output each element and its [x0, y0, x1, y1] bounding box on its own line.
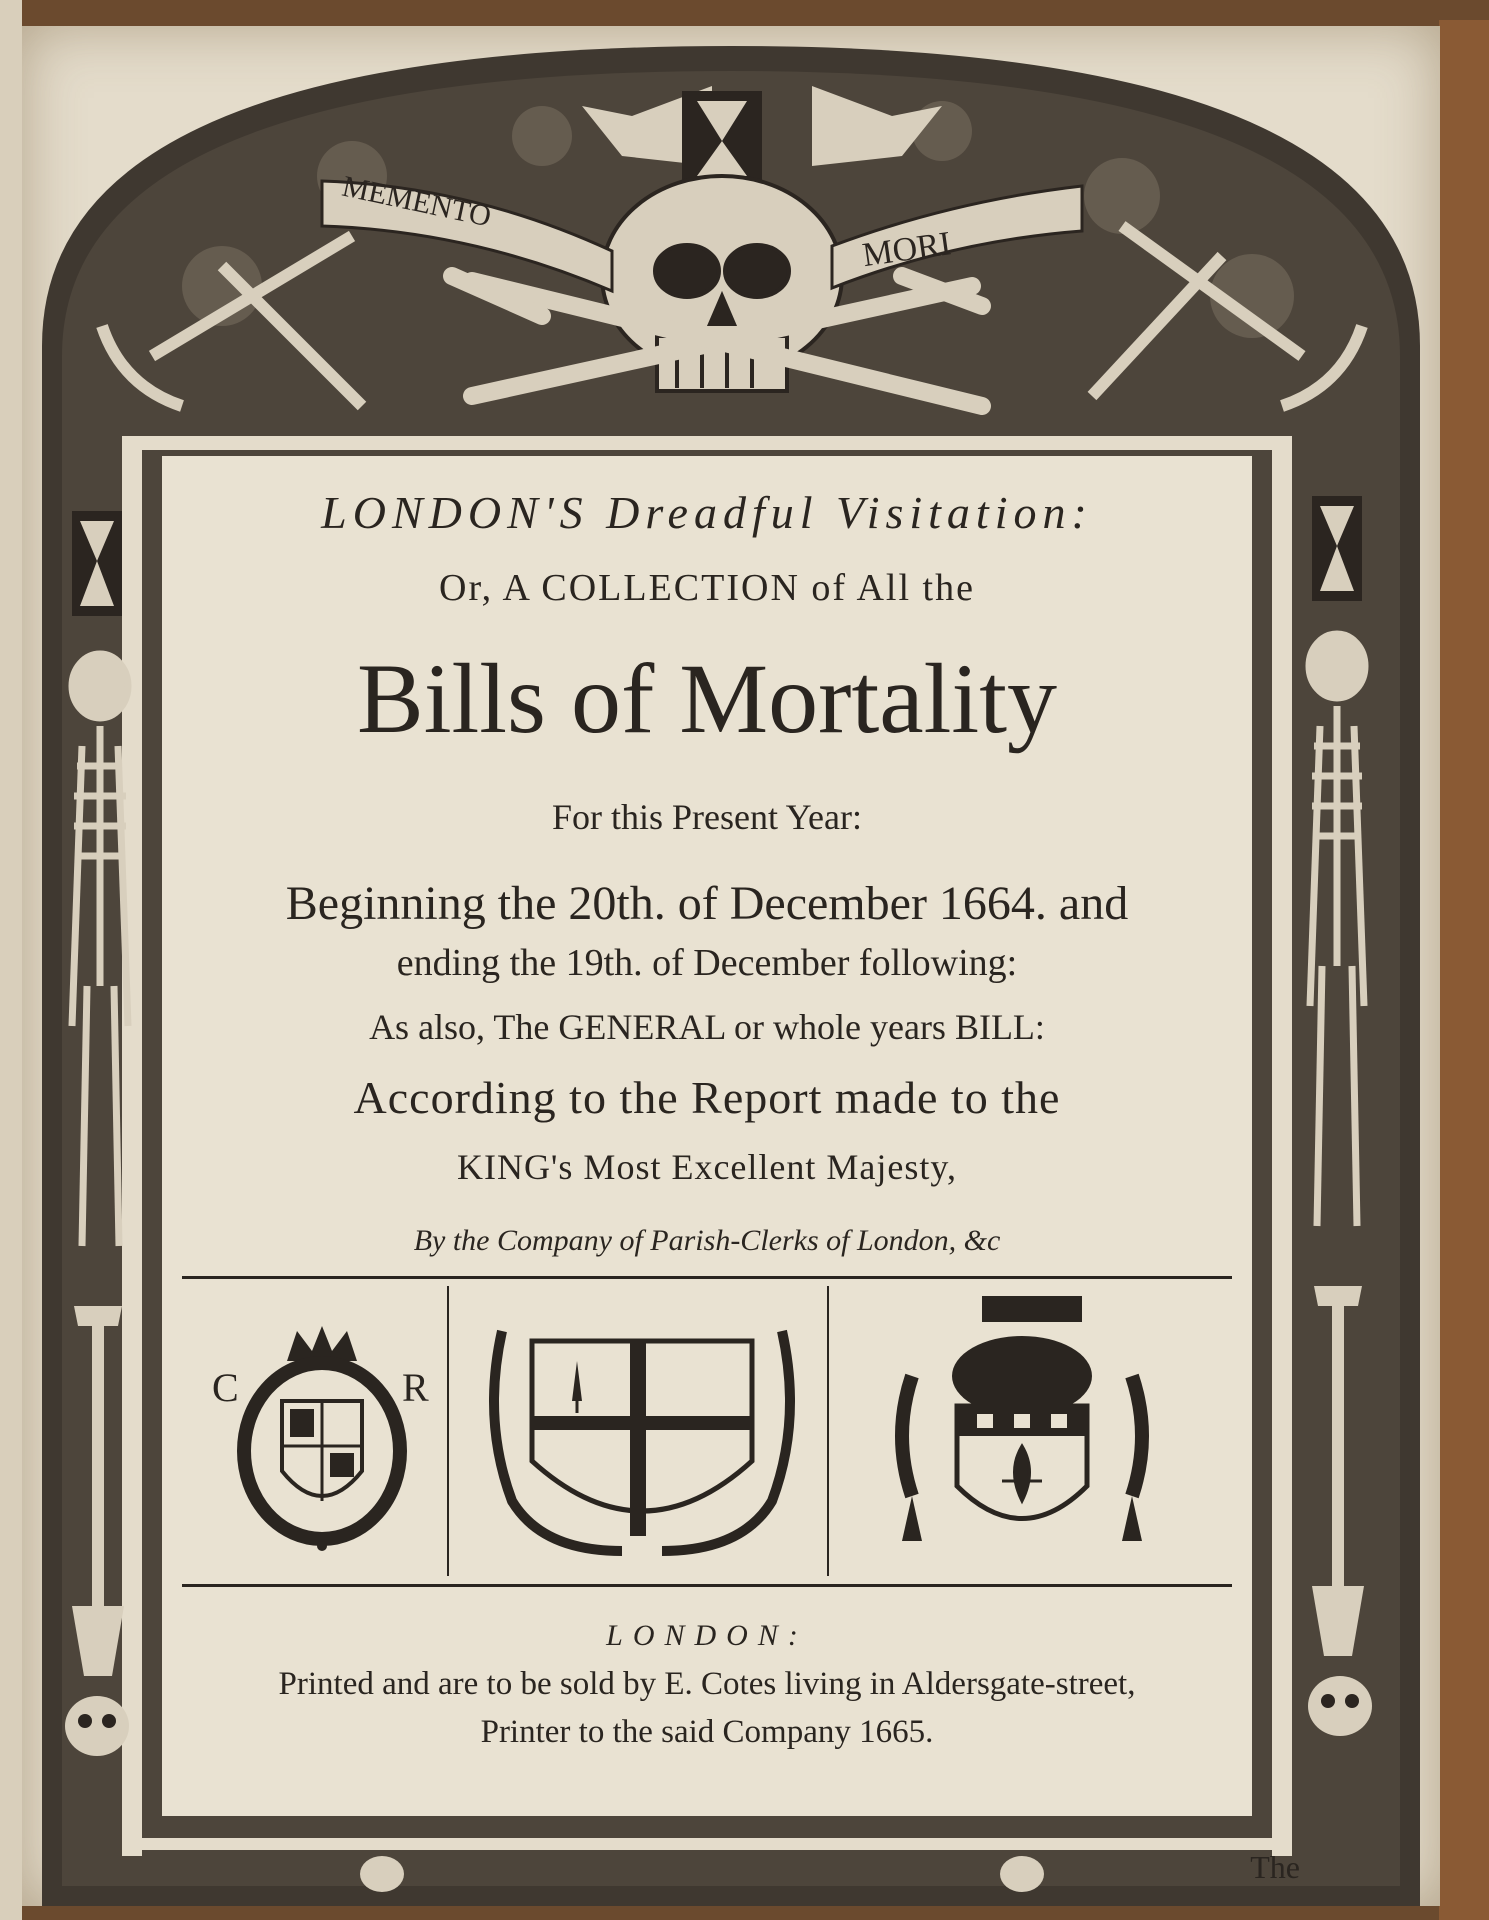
title-line-beginning: Beginning the 20th. of December 1664. and	[285, 877, 1129, 930]
hourglass-left-icon	[72, 511, 122, 616]
skull-bottom-right-icon	[1308, 1676, 1372, 1736]
banner-left-text: MEMENTO	[339, 169, 494, 234]
royal-arms-emblem	[202, 1321, 442, 1551]
imprint-printer-line: Printed and are to be sold by E. Cotes living in Aldersgate-street,	[278, 1666, 1136, 1702]
rule-bottom	[182, 1584, 1232, 1587]
title-line-visitation: LONDON'S Dreadful Visitation:	[321, 487, 1093, 538]
title-line-majesty: KING's Most Excellent Majesty,	[456, 1147, 958, 1187]
title-line-general: As also, The GENERAL or whole years BILL:	[369, 1007, 1045, 1047]
hourglass-right-icon	[1312, 496, 1362, 601]
title-line-collection: Or, A COLLECTION of All the	[439, 567, 975, 609]
imprint-company-line: Printer to the said Company 1665.	[480, 1714, 934, 1750]
title-panel	[162, 456, 1252, 1816]
title-line-year: For this Present Year:	[551, 797, 862, 837]
rule-divider-right	[827, 1286, 829, 1576]
rule-divider-left	[447, 1286, 449, 1576]
title-page	[22, 26, 1440, 1906]
parish-clerks-arms-emblem	[872, 1286, 1172, 1566]
title-line-bills: Bills of Mortality	[357, 643, 1057, 754]
city-of-london-arms-emblem	[472, 1301, 812, 1561]
skull-bottom-left-icon	[65, 1696, 129, 1756]
imprint-place: LONDON:	[606, 1619, 808, 1652]
banner-right-text: MORI	[860, 225, 954, 275]
title-line-ending: ending the 19th. of December following:	[396, 942, 1018, 984]
royal-initial-right: R	[402, 1365, 429, 1410]
catchword: The	[1250, 1849, 1300, 1885]
title-line-according: According to the Report made to the	[353, 1072, 1061, 1123]
left-page-strip	[0, 0, 22, 1920]
title-line-company: By the Company of Parish-Clerks of London, &c	[413, 1224, 1001, 1257]
rule-top	[182, 1276, 1232, 1279]
royal-initial-left: C	[212, 1365, 239, 1410]
binding-edge	[1439, 20, 1489, 1920]
